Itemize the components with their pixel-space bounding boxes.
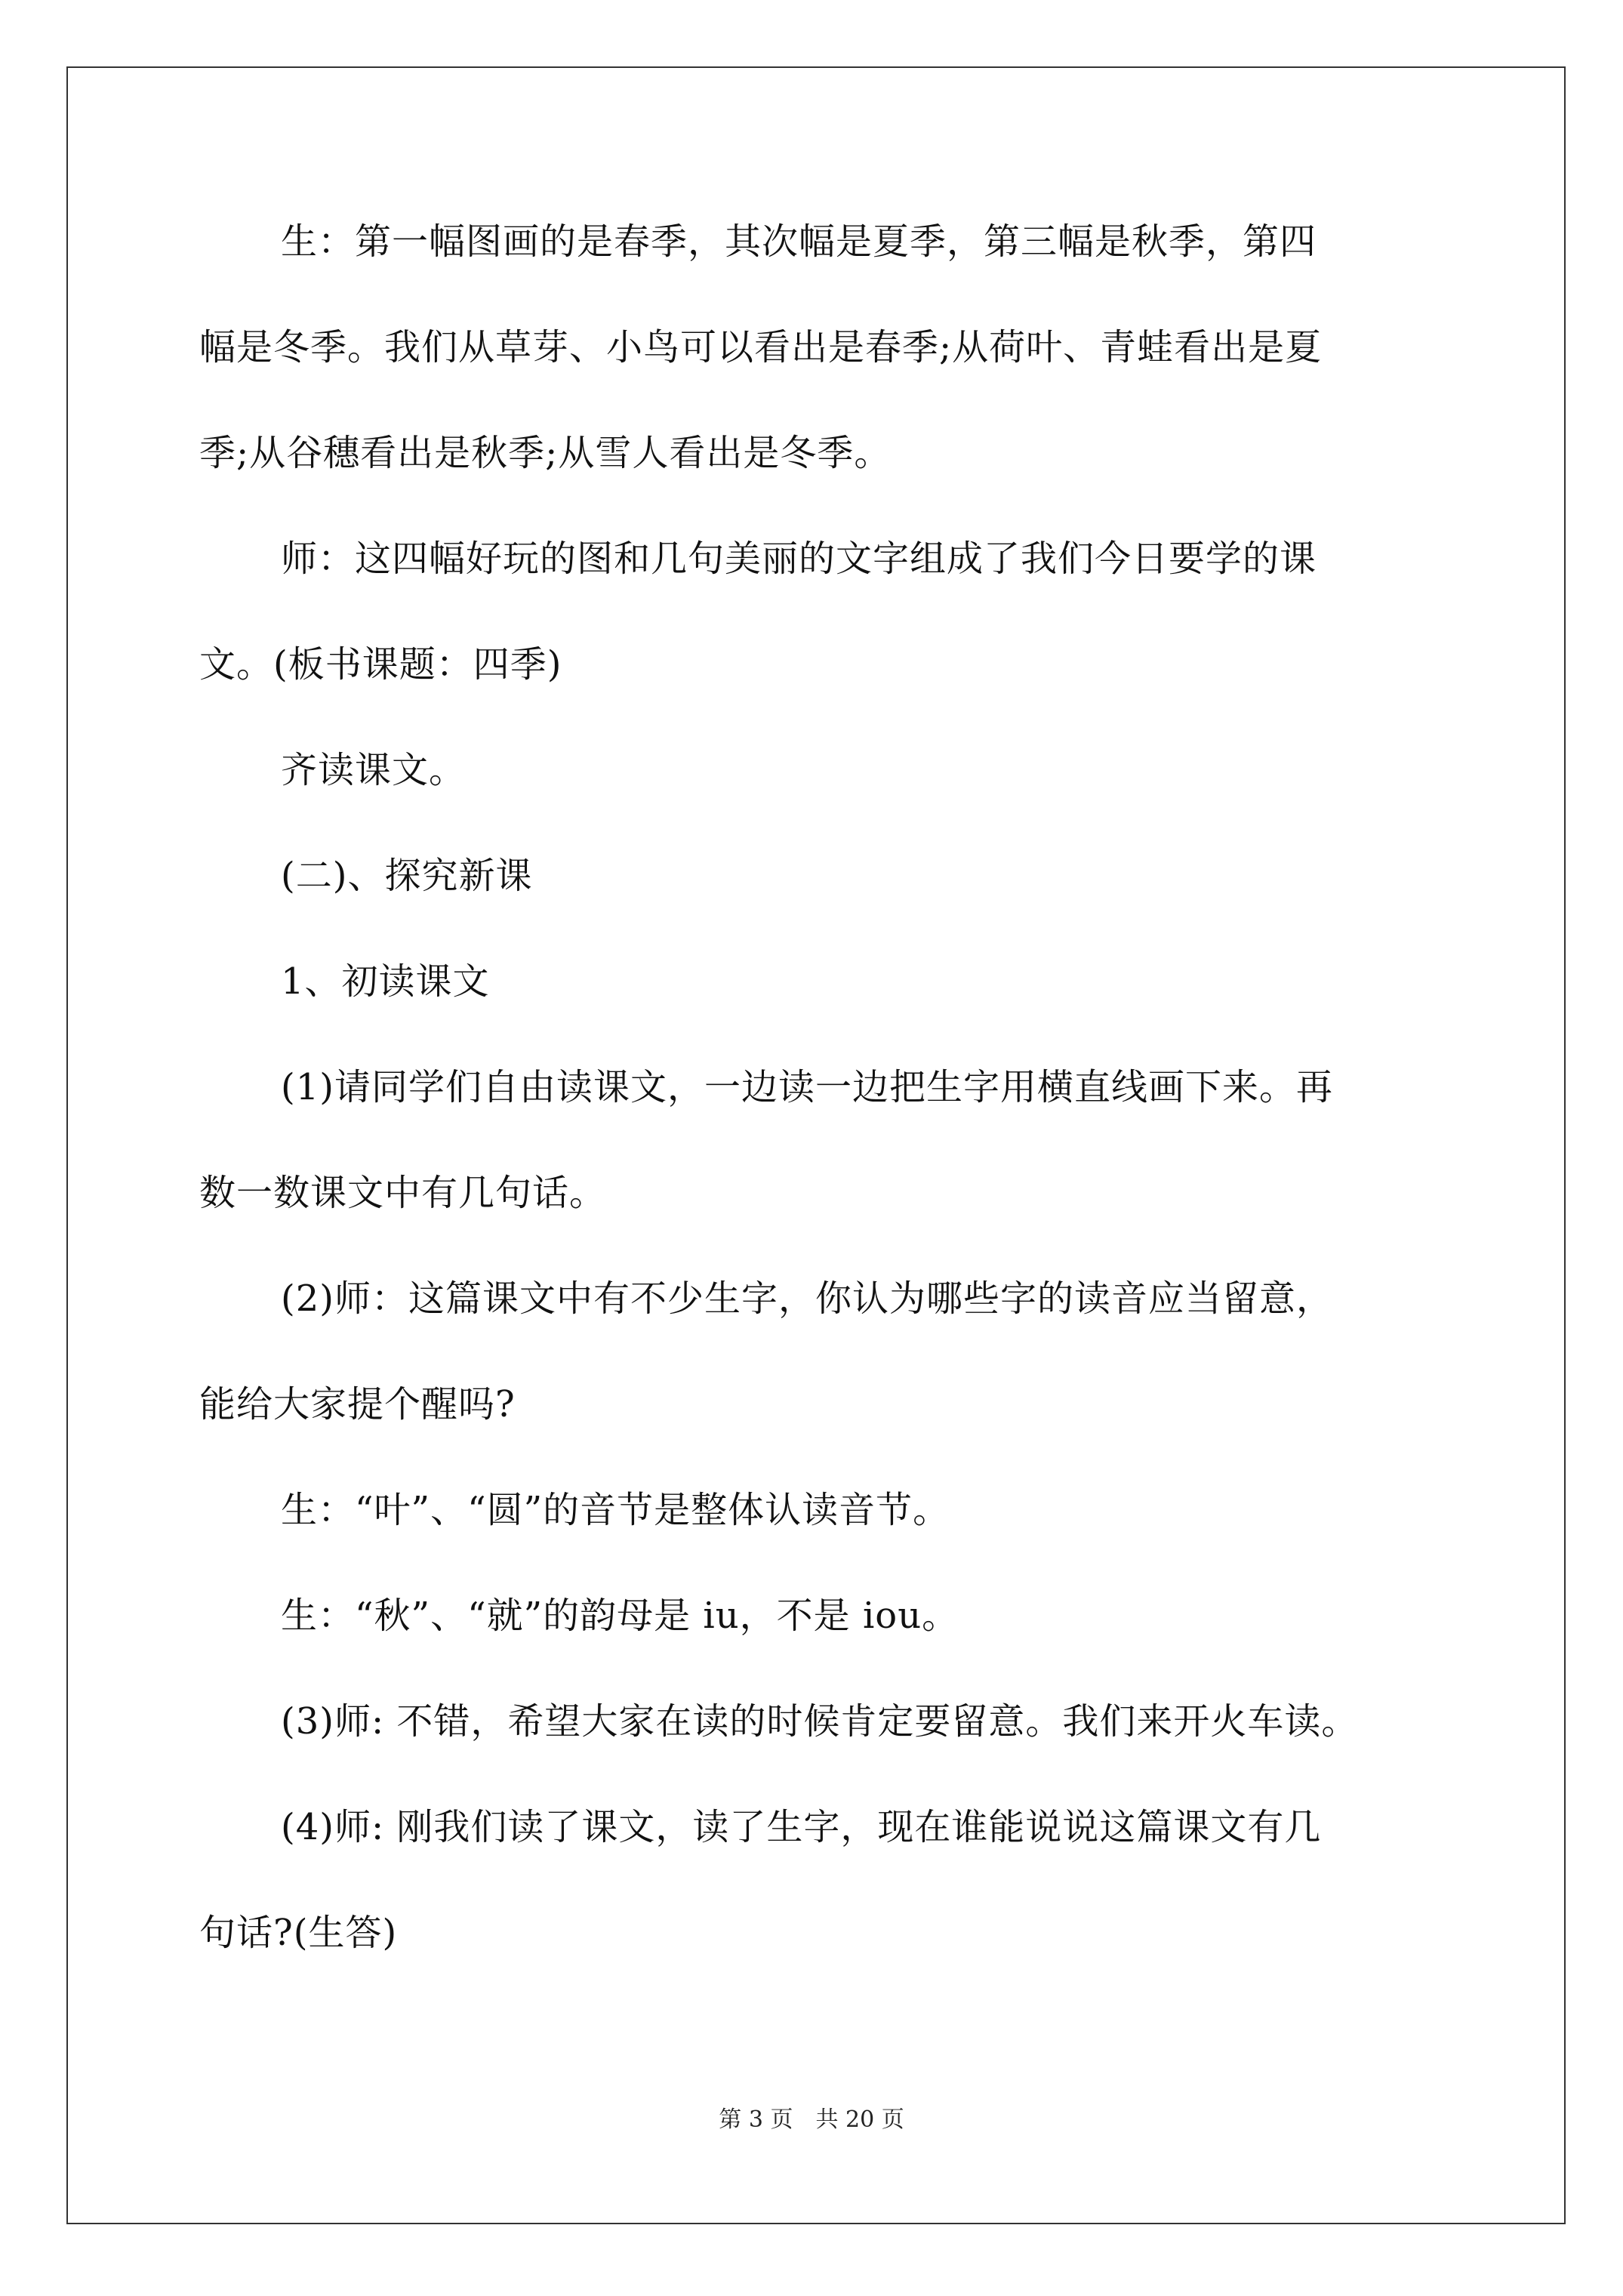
paragraph-line: 师：这四幅好玩的图和几句美丽的文字组成了我们今日要学的课 xyxy=(281,538,1317,580)
subsection-heading: 1、初读课文 xyxy=(281,960,490,1003)
paragraph-line: (3)师: 不错，希望大家在读的时候肯定要留意。我们来开火车读。 xyxy=(281,1700,1359,1743)
paragraph-line: (2)师：这篇课文中有不少生字，你认为哪些字的读音应当留意， xyxy=(281,1277,1333,1320)
paragraph-line: 句话?(生答) xyxy=(199,1912,398,1954)
page-border xyxy=(66,66,1566,2224)
paragraph-line: 幅是冬季。我们从草芽、小鸟可以看出是春季;从荷叶、青蛙看出是夏 xyxy=(199,326,1323,368)
paragraph-line: 季;从谷穗看出是秋季;从雪人看出是冬季。 xyxy=(199,432,892,474)
paragraph-line: (1)请同学们自由读课文，一边读一边把生字用横直线画下来。再 xyxy=(281,1066,1333,1108)
paragraph-line: 生：第一幅图画的是春季，其次幅是夏季，第三幅是秋季，第四 xyxy=(281,220,1317,263)
paragraph-line: 生：“秋”、“就”的韵母是 iu，不是 iou。 xyxy=(281,1595,959,1637)
page-number: 第 3 页 共 20 页 xyxy=(719,2106,904,2133)
paragraph-line: (4)师: 刚我们读了课文，读了生字，现在谁能说说这篇课文有几 xyxy=(281,1806,1322,1848)
paragraph-line: 齐读课文。 xyxy=(281,749,467,791)
paragraph-line: 能给大家提个醒吗? xyxy=(199,1383,516,1425)
paragraph-line: 数一数课文中有几句话。 xyxy=(199,1172,607,1214)
paragraph-line: 生：“叶”、“圆”的音节是整体认读音节。 xyxy=(281,1489,950,1531)
section-heading: (二)、探究新课 xyxy=(281,855,533,897)
paragraph-line: 文。(板书课题：四季) xyxy=(199,643,562,686)
